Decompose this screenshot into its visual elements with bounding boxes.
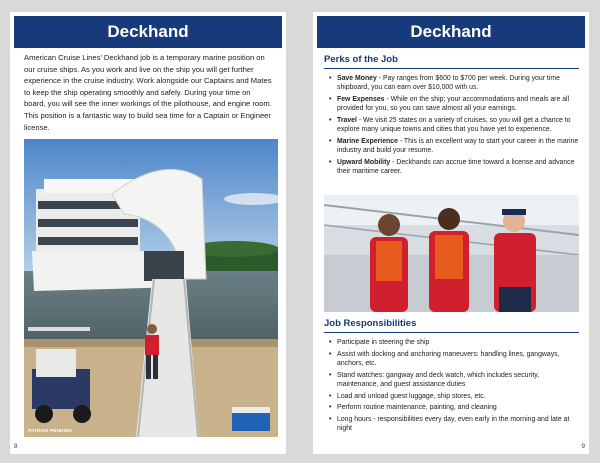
list-item: • Long hours - responsibilities every day, even early in the morning and late at night — [329, 415, 581, 434]
list-item: • Perform routine maintenance, painting, and cleaning — [329, 403, 581, 412]
list-item: • Few Expenses - While on the ship; your accommodations and meals are all provided for you, so you can save almost all your earnings. — [329, 95, 581, 114]
page-number: 8 — [14, 444, 18, 450]
list-item: • Participate in steering the ship — [329, 338, 581, 347]
list-item: • Save Money - Pay ranges from $600 to $700 per week. During your time shipboard, you can earn over $10,000 with us. — [329, 74, 581, 93]
page-title: Deckhand — [317, 16, 585, 48]
responsibilities-divider — [324, 332, 579, 333]
right-page — [313, 12, 589, 454]
list-item: • Stand watches: gangway and deck watch, which includes security, maintenance, and guest assistance duties — [329, 371, 581, 390]
list-item: • Travel - We visit 25 states on a variety of cruises, so you will get a chance to explore many unique towns and cities that you have yet to experience. — [329, 116, 581, 135]
page-title: Deckhand — [14, 16, 282, 48]
photo-credit: PATRICK PENDING — [28, 428, 73, 433]
intro-paragraph: American Cruise Lines’ Deckhand job is a temporary marine position on our cruise ships. As you work and live on the ship you will get further experience in the cruise industry. Work alongside our Captains and Mates to keep the ship operating smoothly and safely. During your time on board, you will see the inner workings of the pilothouse, and engine room. This position is a fantastic way to build sea time for a Captain or Engineer license. — [24, 53, 272, 132]
list-item: • Assist with docking and anchoring maneuvers: handling lines, gangways, anchors, etc. — [329, 350, 581, 369]
perks-heading: Perks of the Job — [324, 54, 398, 65]
left-page — [10, 12, 286, 454]
perks-list — [329, 74, 581, 179]
page-number: 9 — [581, 444, 585, 450]
list-item: • Upward Mobility - Deckhands can accrue time toward a license and advance their maritime career. — [329, 158, 581, 177]
perks-divider — [324, 68, 579, 69]
responsibilities-list — [329, 338, 581, 436]
crew-photo — [324, 195, 579, 312]
responsibilities-heading: Job Responsibilities — [324, 318, 417, 329]
cruise-ship-photo — [24, 139, 278, 437]
list-item: • Marine Experience - This is an excellent way to start your career in the marine industry and build your resume. — [329, 137, 581, 156]
list-item: • Load and unload guest luggage, ship stores, etc. — [329, 392, 581, 401]
